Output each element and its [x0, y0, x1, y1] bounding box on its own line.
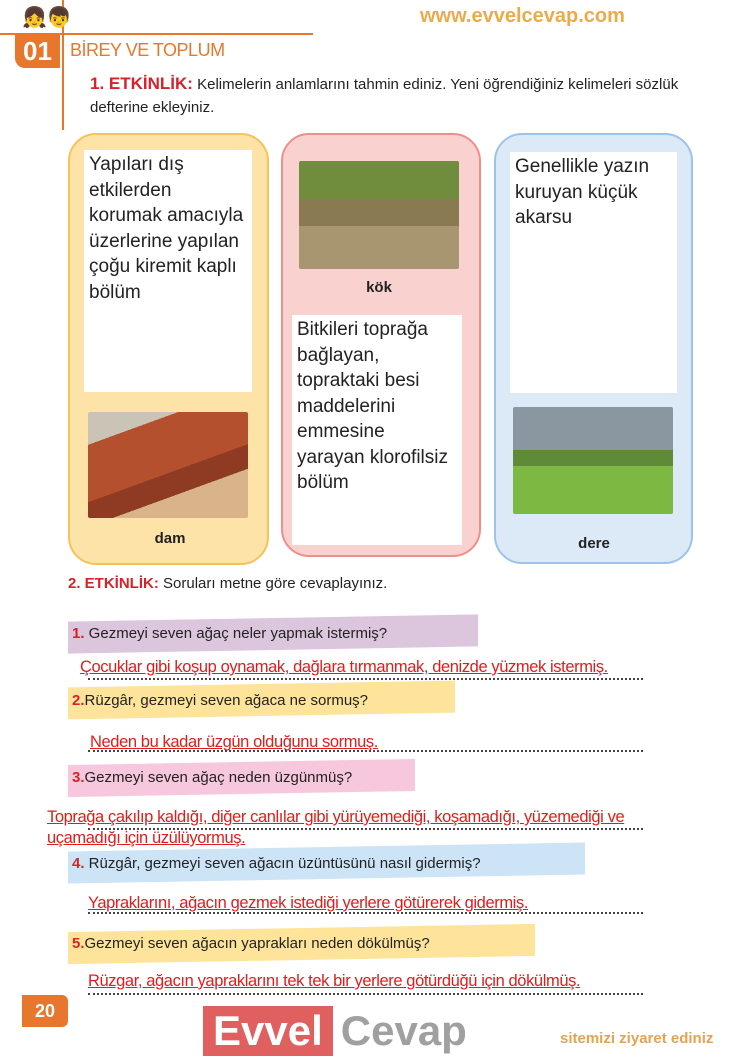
- word-label: dam: [154, 530, 186, 547]
- question-3: [72, 769, 352, 787]
- question-2: [72, 692, 368, 710]
- logo-right-text: Cevap: [340, 1007, 467, 1054]
- definition-box: Yapıları dış etkilerden korumak amacıyla üzerlerine yapılan çoğu kiremit kaplı bölüm: [84, 150, 252, 392]
- word-label: dere: [578, 535, 610, 552]
- question-number: 3.: [72, 769, 85, 786]
- activity1-label: 1. ETKİNLİK:: [90, 74, 193, 93]
- kids-mascot-icon: 👧👦: [22, 7, 72, 29]
- answer-4: Yapraklarını, ağacın gezmek istediği yerlere götürerek gidermiş.: [88, 894, 528, 912]
- page-number: 20: [22, 995, 68, 1027]
- question-1: [72, 625, 387, 643]
- answer-3: Toprağa çakılıp kaldığı, diğer canlılar gibi yürüyemediği, koşamadığı, yüzemediği ve: [47, 808, 625, 826]
- answer-1: Çocuklar gibi koşup oynamak, dağlara tırmanmak, denizde yüzmek istermiş.: [80, 658, 608, 676]
- answer-5: Rüzgar, ağacın yapraklarını tek tek bir yerlere götürdüğü için dökülmüş.: [88, 972, 581, 990]
- unit-number-badge: 01: [15, 35, 60, 68]
- question-number: 2.: [72, 692, 85, 709]
- tree-roots-image: [299, 161, 459, 269]
- unit-title: BİREY VE TOPLUM: [70, 40, 225, 60]
- visit-watermark: sitemizi ziyaret ediniz: [560, 1030, 714, 1047]
- question-number: 5.: [72, 935, 85, 952]
- activity2-text: Soruları metne göre cevaplayınız.: [163, 575, 388, 592]
- activity2-instruction: [68, 575, 387, 592]
- definition-box: Bitkileri toprağa bağlayan, topraktaki besi maddelerini emmesine yarayan klorofilsiz bölüm: [292, 315, 462, 545]
- question-5: [72, 935, 430, 953]
- answer-line: [88, 678, 643, 680]
- activity1-instruction: [90, 72, 685, 119]
- question-number: 1.: [72, 625, 85, 642]
- answer-line: [88, 993, 643, 995]
- activity2-label: 2. ETKİNLİK:: [68, 575, 159, 592]
- question-number: 4.: [72, 855, 85, 872]
- evvelcevap-logo: [203, 1004, 467, 1058]
- answer-2: Neden bu kadar üzgün olduğunu sormuş.: [90, 733, 378, 751]
- question-4: [72, 855, 481, 873]
- site-watermark: www.evvelcevap.com: [420, 5, 625, 27]
- creek-image: [513, 407, 673, 514]
- question-text: Gezmeyi seven ağaç neden üzgünmüş?: [84, 769, 353, 786]
- question-text: Gezmeyi seven ağaç neler yapmak istermiş?: [84, 625, 388, 642]
- roof-image: [88, 412, 248, 518]
- question-text: Rüzgâr, gezmeyi seven ağaca ne sormuş?: [84, 692, 368, 709]
- question-text: Rüzgâr, gezmeyi seven ağacın üzüntüsünü nasıl gidermiş?: [84, 855, 481, 872]
- word-label: kök: [366, 279, 392, 296]
- activity1-text: Kelimelerin anlamlarını tahmin ediniz. Yeni öğrendiğiniz kelimeleri sözlük defterine ekleyiniz.: [90, 76, 679, 116]
- answer-3-continued: uçamadığı için üzülüyormuş.: [47, 829, 246, 847]
- definition-box: Genellikle yazın kuruyan küçük akarsu: [510, 152, 677, 393]
- question-text: Gezmeyi seven ağacın yaprakları neden dökülmüş?: [84, 935, 430, 952]
- logo-left-text: Evvel: [203, 1006, 333, 1056]
